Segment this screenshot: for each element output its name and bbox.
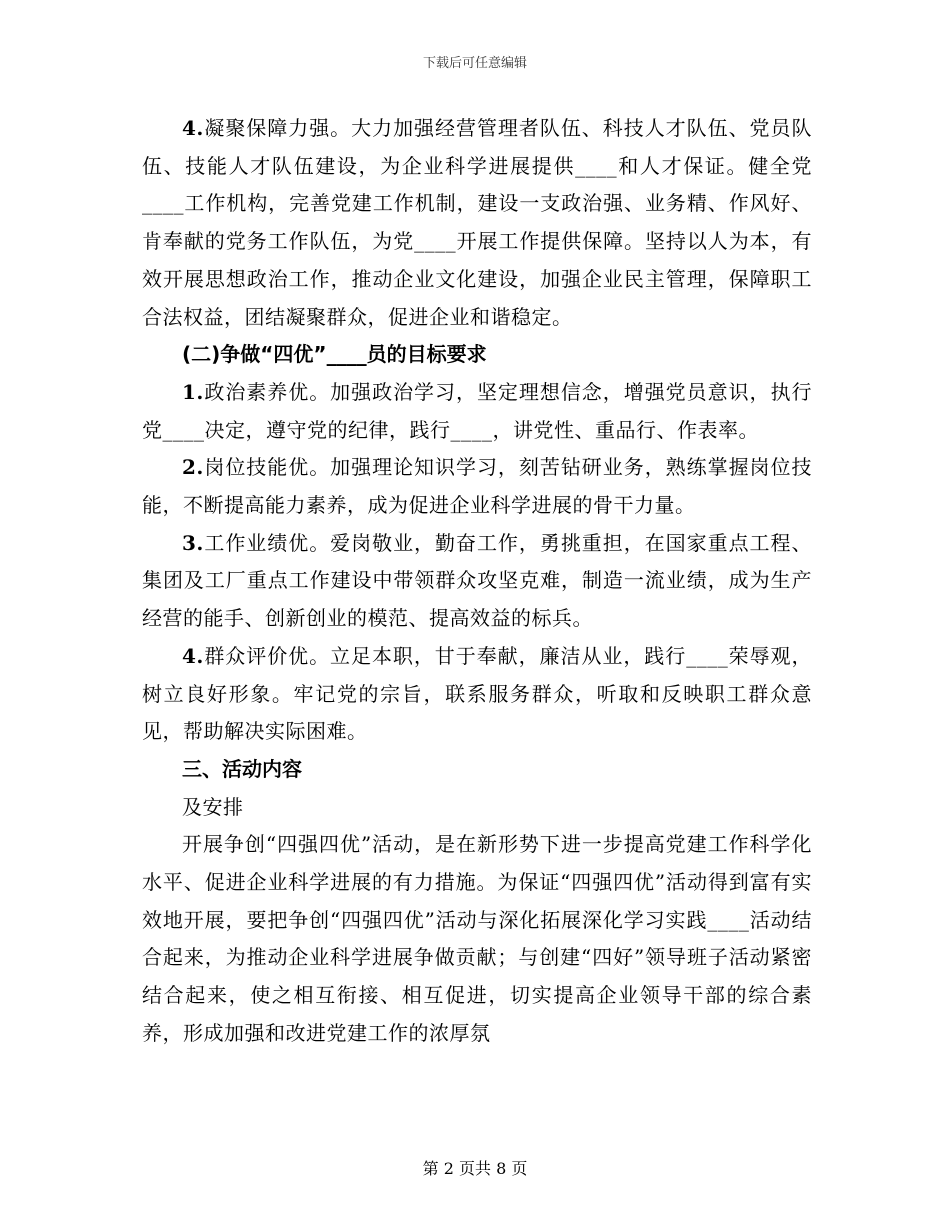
paragraph-political — [142, 374, 812, 449]
paragraph-evaluation — [142, 638, 812, 751]
paragraph-text: 凝聚保障力强。大力加强经营管理者队伍、科技人才队伍、党员队伍、技能人才队伍建设，为企业科学进展提供____和人才保证。健全党____工作机构，完善党建工作机制，建设一支政治强、业务精、作风好、肯奉献的党务工作队伍，为党____开展工作提供保障。坚持以人为本，有效开展思想政治工作，推动企业文化建设，加强企业民主管理，保障职工合法权益，团结凝聚群众，促进企业和谐稳定。 — [142, 116, 812, 329]
item-number: 1. — [182, 379, 204, 404]
item-number: 4. — [182, 643, 204, 668]
page-header: 下载后可任意编辑 — [422, 56, 527, 71]
paragraph-skills — [142, 449, 812, 524]
paragraph-activity-content: 开展争创“四强四优”活动，是在新形势下进一步提高党建工作科学化水平、促进企业科学进展的有力措施。为保证“四强四优”活动得到富有实效地开展，要把争创“四强四优”活动与深化拓展深化学习实践____活动结合起来，为推动企业科学进展争做贡献；与创建“四好”领导班子活动紧密结合起来，使之相互衔接、相互促进，切实提高企业领导干部的综合素养，形成加强和改进党建工作的浓厚氛 — [142, 832, 812, 1045]
paragraph-text: 岗位技能优。加强理论知识学习，刻苦钻研业务，熟练掌握岗位技能，不断提高能力素养，成为促进企业科学进展的骨干力量。 — [142, 455, 812, 518]
paragraph-guarantee — [142, 110, 812, 336]
page-footer: 第 2 页共 8 页 — [422, 1159, 528, 1178]
paragraph-text: 工作业绩优。爱岗敬业，勤奋工作，勇挑重担，在国家重点工程、集团及工厂重点工作建设中带领群众攻坚克难，制造一流业绩，成为生产经营的能手、创新创业的模范、提高效益的标兵。 — [142, 530, 812, 631]
item-number: 4. — [182, 116, 204, 140]
document-body — [142, 110, 812, 1053]
section-heading-goals: (二)争做“四优”____员的目标要求 — [182, 342, 487, 367]
paragraph-performance — [142, 525, 812, 638]
paragraph-text: 政治素养优。加强政治学习，坚定理想信念，增强党员意识，执行党____决定，遵守党的纪律，践行____，讲党性、重品行、作表率。 — [142, 379, 812, 442]
paragraph-text: 群众评价优。立足本职，甘于奉献，廉洁从业，践行____荣辱观，树立良好形象。牢记党的宗旨，联系服务群众，听取和反映职工群众意见，帮助解决实际困难。 — [142, 643, 812, 744]
item-number: 3. — [182, 530, 204, 555]
paragraph-arrangement: 及安排 — [182, 794, 244, 819]
item-number: 2. — [182, 455, 204, 480]
section-heading-activities: 三、活动内容 — [182, 756, 302, 781]
